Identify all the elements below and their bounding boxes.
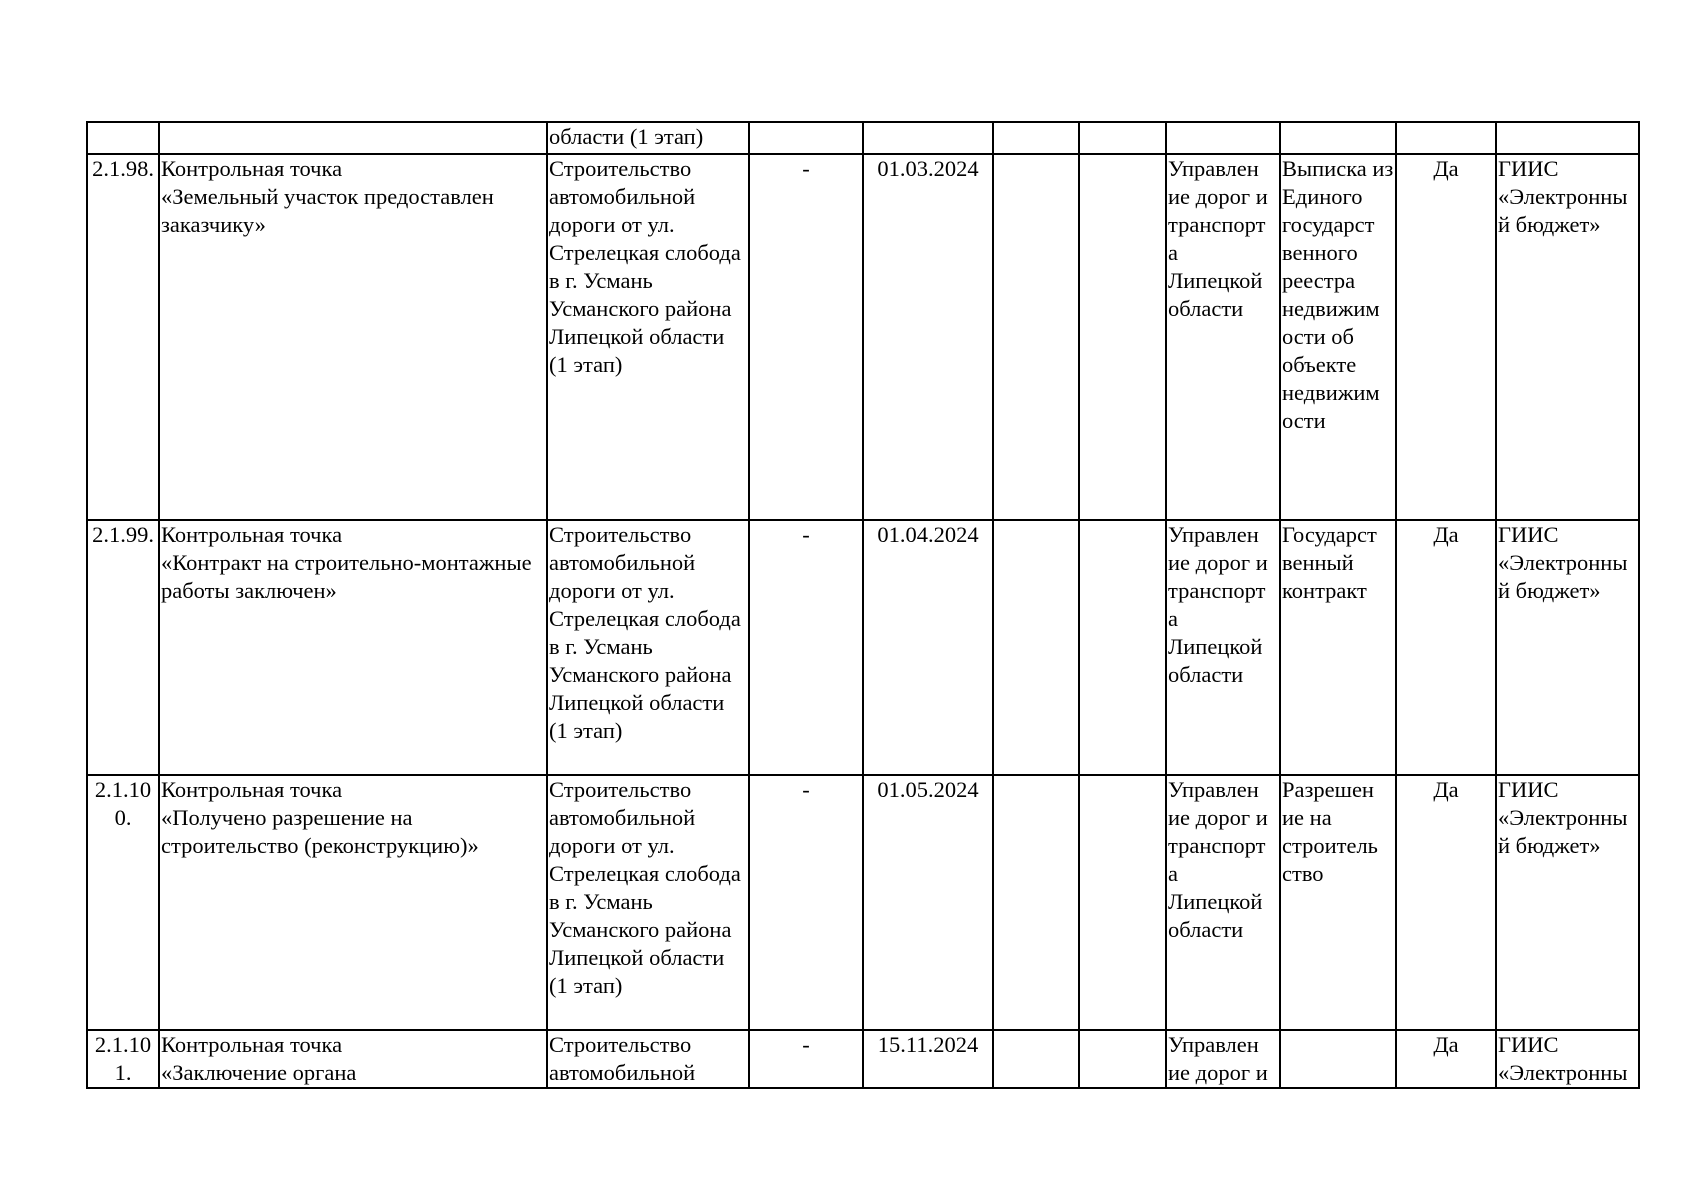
object-name: Строительство автомобильной дороги от ул. Стрелецкая слобода в г. Усмань Усманского района Липецкой области (1 этап) <box>547 520 749 775</box>
base-value: - <box>749 520 863 775</box>
confirming-document: Государст венный контракт <box>1280 520 1396 775</box>
empty-cell <box>1079 775 1166 1030</box>
confirming-document <box>1280 1030 1396 1088</box>
empty-cell <box>993 154 1079 520</box>
responsible-executor-text: Управлен ие дорог и <box>1168 1032 1268 1085</box>
control-point-name <box>159 122 547 154</box>
row-number <box>87 1030 159 1088</box>
table-row <box>87 154 1639 520</box>
empty-cell <box>993 775 1079 1030</box>
due-date: 15.11.2024 <box>863 1030 993 1088</box>
due-date: 01.05.2024 <box>863 775 993 1030</box>
object-name: Строительство автомобильной дороги от ул. Стрелецкая слобода в г. Усмань Усманского района Липецкой области (1 этап) <box>547 154 749 520</box>
table-row <box>87 1030 1639 1088</box>
flag-value: Да <box>1396 154 1496 520</box>
object-name: Строительство автомобильной дороги от ул. Стрелецкая слобода в г. Усмань Усманского района Липецкой области (1 этап) <box>547 775 749 1030</box>
empty-cell <box>993 520 1079 775</box>
empty-cell <box>993 1030 1079 1088</box>
row-number: 2.1.99. <box>87 520 159 775</box>
empty-cell <box>993 122 1079 154</box>
empty-cell <box>1079 154 1166 520</box>
due-date: 01.04.2024 <box>863 520 993 775</box>
due-date <box>863 122 993 154</box>
confirming-document: Разрешен ие на строитель ство <box>1280 775 1396 1030</box>
object-name <box>547 1030 749 1088</box>
row-number: 2.1.98. <box>87 154 159 520</box>
control-point-name: Контрольная точка «Получено разрешение на строительство (реконструкцию)» <box>159 775 547 1030</box>
control-point-name: Контрольная точка «Контракт на строительно-монтажные работы заключен» <box>159 520 547 775</box>
row-number: 2.1.10 0. <box>87 775 159 1030</box>
control-point-name-text: Контрольная точка «Заключение органа <box>161 1032 357 1085</box>
control-point-name <box>159 1030 547 1088</box>
information-system: ГИИС «Электронны й бюджет» <box>1496 154 1639 520</box>
responsible-executor: Управлен ие дорог и транспорт а Липецкой области <box>1166 154 1280 520</box>
flag-value <box>1396 122 1496 154</box>
information-system-text: ГИИС «Электронны <box>1498 1032 1628 1085</box>
information-system <box>1496 1030 1639 1088</box>
information-system: ГИИС «Электронны й бюджет» <box>1496 775 1639 1030</box>
row-number <box>87 122 159 154</box>
confirming-document <box>1280 122 1396 154</box>
empty-cell <box>1079 122 1166 154</box>
base-value: - <box>749 1030 863 1088</box>
base-value <box>749 122 863 154</box>
information-system: ГИИС «Электронны й бюджет» <box>1496 520 1639 775</box>
base-value: - <box>749 154 863 520</box>
control-point-name: Контрольная точка «Земельный участок предоставлен заказчику» <box>159 154 547 520</box>
table-row <box>87 520 1639 775</box>
flag-value: Да <box>1396 1030 1496 1088</box>
empty-cell <box>1079 1030 1166 1088</box>
empty-cell <box>1079 520 1166 775</box>
object-name: области (1 этап) <box>547 122 749 154</box>
table-row <box>87 122 1639 154</box>
table-row <box>87 775 1639 1030</box>
base-value: - <box>749 775 863 1030</box>
object-name-text: Строительство автомобильной <box>549 1032 696 1085</box>
responsible-executor: Управлен ие дорог и транспорт а Липецкой области <box>1166 520 1280 775</box>
due-date: 01.03.2024 <box>863 154 993 520</box>
control-points-table <box>86 121 1640 1089</box>
flag-value: Да <box>1396 520 1496 775</box>
row-number-text: 2.1.10 1. <box>94 1032 152 1085</box>
flag-value: Да <box>1396 775 1496 1030</box>
confirming-document: Выписка из Единого государст венного реестра недвижим ости об объекте недвижим ости <box>1280 154 1396 520</box>
responsible-executor <box>1166 1030 1280 1088</box>
responsible-executor: Управлен ие дорог и транспорт а Липецкой области <box>1166 775 1280 1030</box>
responsible-executor <box>1166 122 1280 154</box>
information-system <box>1496 122 1639 154</box>
